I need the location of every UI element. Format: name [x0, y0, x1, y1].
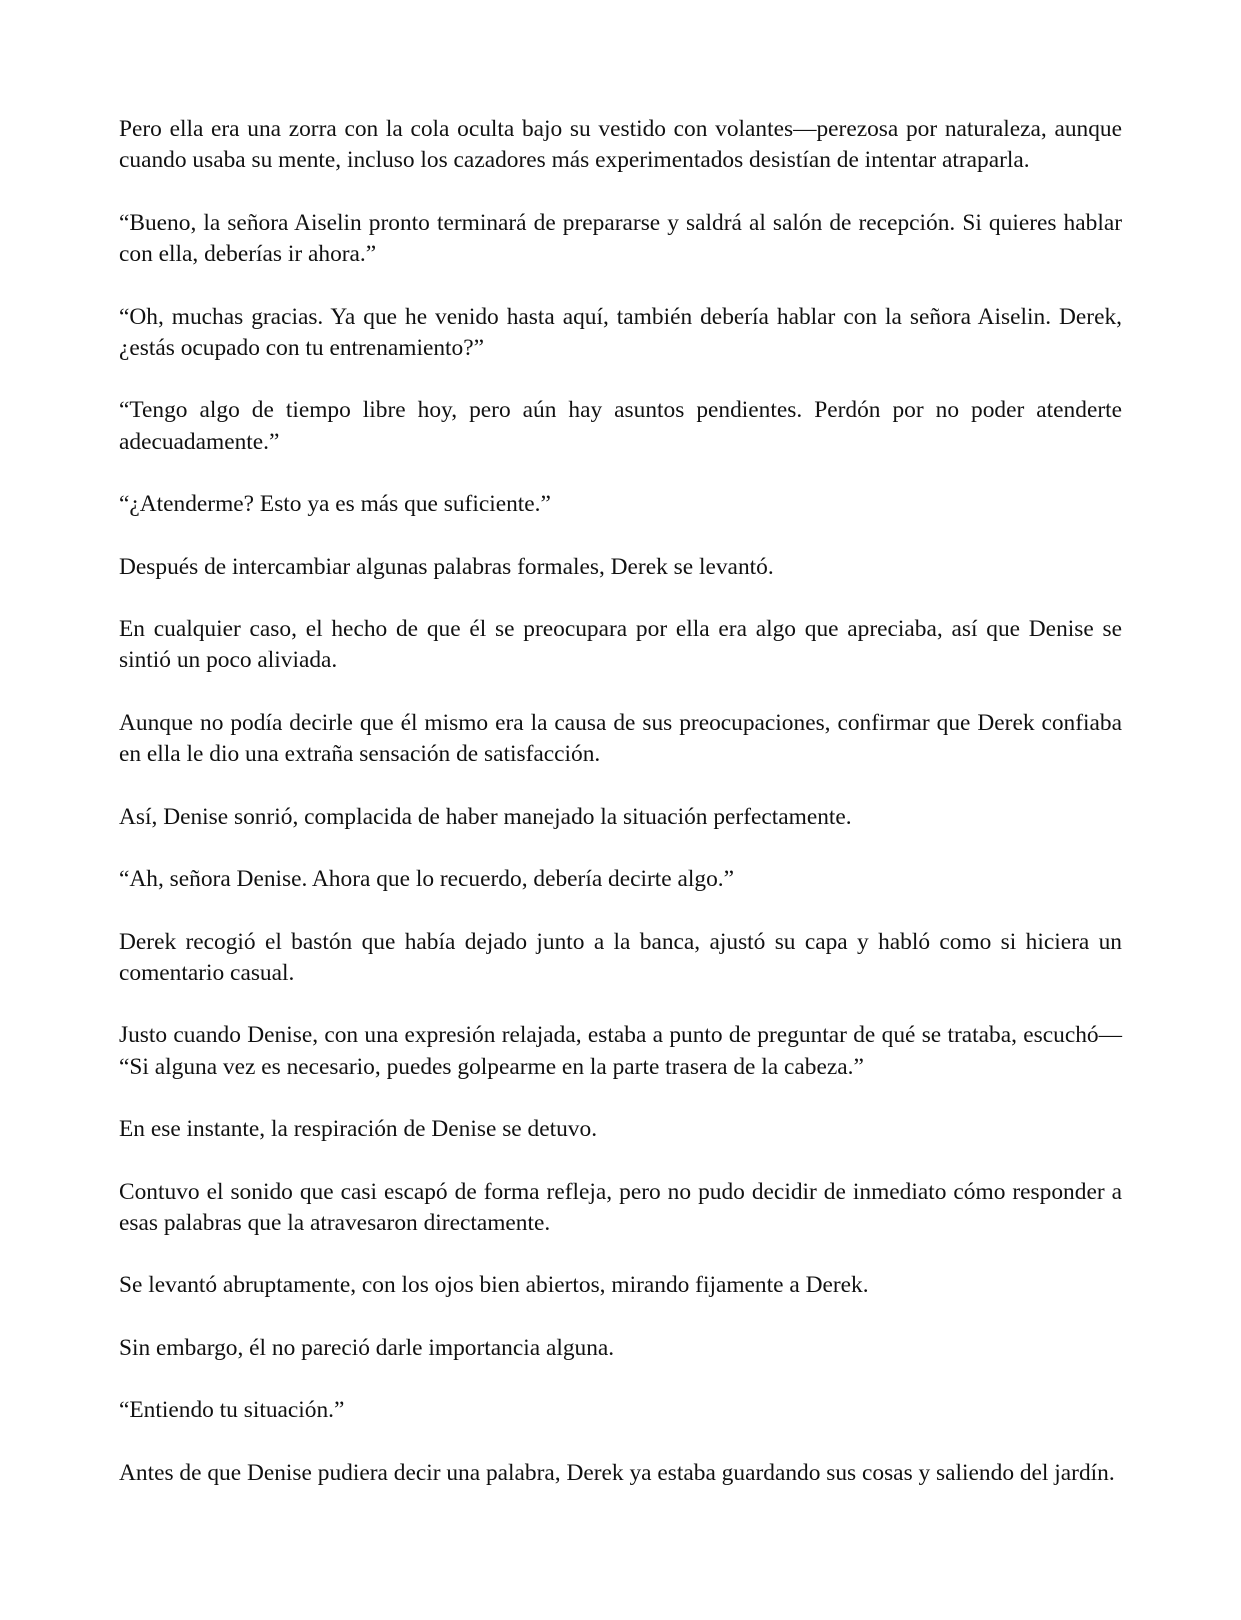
paragraph-12: Justo cuando Denise, con una expresión relajada, estaba a punto de preguntar de qué se trataba, escuchó— “Si alguna vez es necesario, puedes golpearme en la parte trasera de la cabeza.” — [119, 1022, 1122, 1080]
paragraph-1: Pero ella era una zorra con la cola oculta bajo su vestido con volantes—perezosa por naturaleza, aunque cuando usaba su mente, incluso los cazadores más experimentados desistían de intentar atraparla. — [119, 116, 1122, 174]
paragraph-3: “Oh, muchas gracias. Ya que he venido hasta aquí, también debería hablar con la señora Aiselin. Derek, ¿estás ocupado con tu entrenamiento?” — [119, 303, 1122, 361]
paragraph-11: Derek recogió el bastón que había dejado junto a la banca, ajustó su capa y habló como si hiciera un comentario casual. — [119, 928, 1122, 986]
paragraph-5: “¿Atenderme? Esto ya es más que suficiente.” — [119, 491, 551, 518]
paragraph-14: Contuvo el sonido que casi escapó de forma refleja, pero no pudo decidir de inmediato cómo responder a esas palabras que la atravesaron directamente. — [119, 1178, 1122, 1236]
paragraph-7: En cualquier caso, el hecho de que él se preocupara por ella era algo que apreciaba, así que Denise se sintió un poco aliviada. — [119, 616, 1122, 674]
paragraph-10: “Ah, señora Denise. Ahora que lo recuerdo, debería decirte algo.” — [119, 866, 735, 893]
paragraph-9: Así, Denise sonrió, complacida de haber manejado la situación perfectamente. — [119, 803, 852, 830]
paragraph-18: Antes de que Denise pudiera decir una palabra, Derek ya estaba guardando sus cosas y saliendo del jardín. — [119, 1459, 1115, 1486]
paragraph-13: En ese instante, la respiración de Denise se detuvo. — [119, 1116, 598, 1143]
paragraph-17: “Entiendo tu situación.” — [119, 1397, 345, 1424]
paragraph-2: “Bueno, la señora Aiselin pronto terminará de prepararse y saldrá al salón de recepción. Si quieres hablar con ella, deberías ir ahora.” — [119, 209, 1122, 268]
paragraph-8: Aunque no podía decirle que él mismo era la causa de sus preocupaciones, confirmar que Derek confiaba en ella le dio una extraña sensación de satisfacción. — [119, 709, 1122, 768]
paragraph-4: “Tengo algo de tiempo libre hoy, pero aún hay asuntos pendientes. Perdón por no poder atenderte adecuadamente.” — [119, 397, 1122, 455]
paragraph-16: Sin embargo, él no pareció darle importancia alguna. — [119, 1334, 615, 1361]
paragraph-15: Se levantó abruptamente, con los ojos bien abiertos, mirando fijamente a Derek. — [119, 1272, 869, 1299]
document-body — [119, 114, 1122, 1489]
paragraph-6: Después de intercambiar algunas palabras formales, Derek se levantó. — [119, 553, 774, 580]
